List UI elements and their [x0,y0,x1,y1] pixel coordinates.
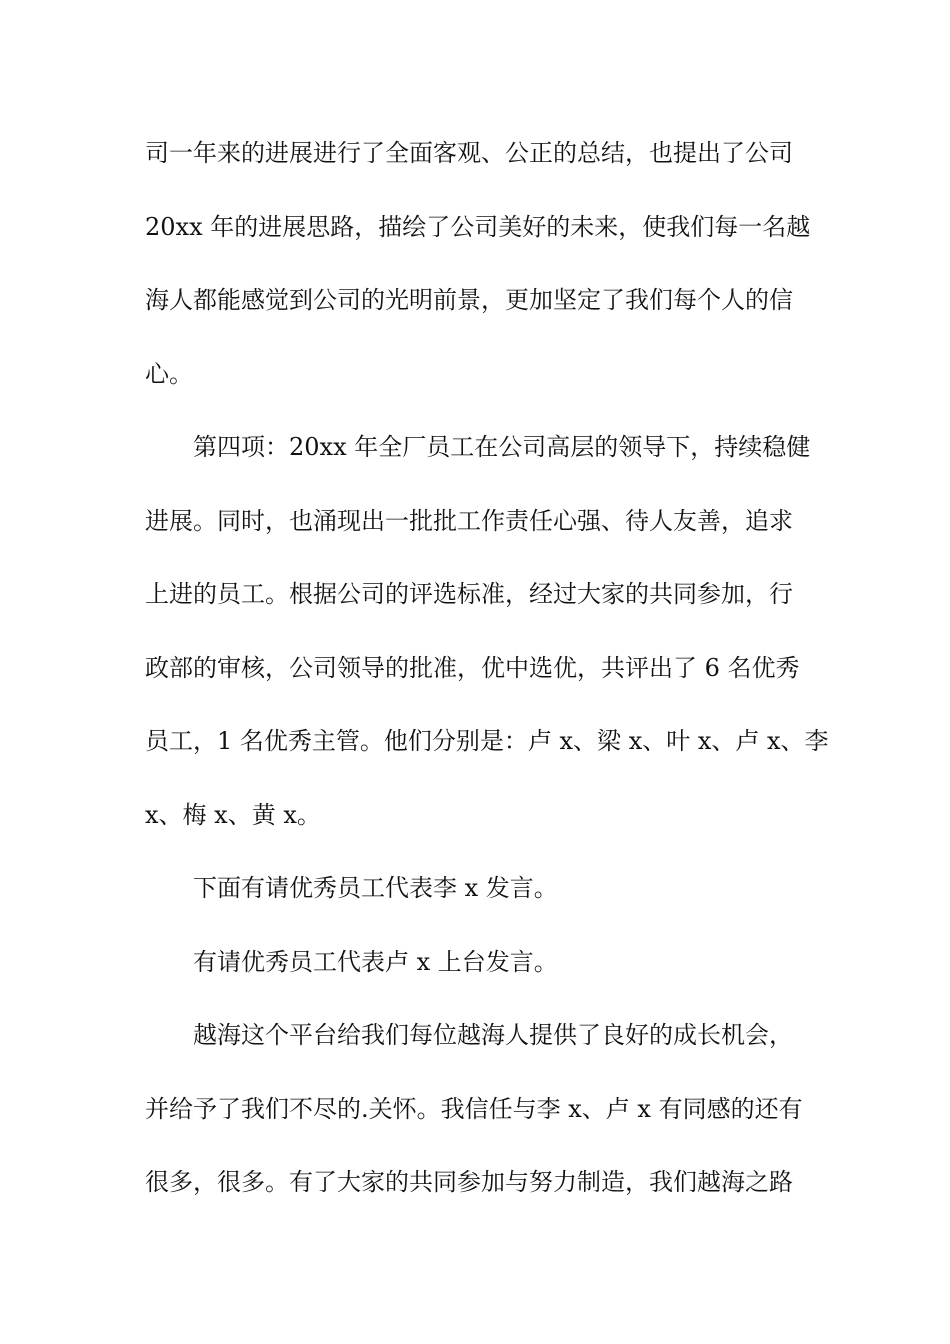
paragraph-line: 下面有请优秀员工代表李 x 发言。 [193,874,558,902]
text-line: 进展。同时，也涌现出一批批工作责任心强、待人友善，追求 [145,506,793,535]
text-line: x、梅 x、黄 x。 [145,800,321,829]
text-line: 政部的审核，公司领导的批准，优中选优，共评出了 6 名优秀 [145,653,800,682]
text-line: 20xx 年的进展思路，描绘了公司美好的未来，使我们每一名越 [145,212,811,241]
text-line: 心。 [145,359,193,388]
text-line: 员工，1 名优秀主管。他们分别是：卢 x、梁 x、叶 x、卢 x、李 [145,727,829,755]
paragraph-line: 越海这个平台给我们每位越海人提供了良好的成长机会， [193,1021,793,1049]
text-line: 很多，很多。有了大家的共同参加与努力制造，我们越海之路 [145,1168,793,1196]
paragraph-line: 有请优秀员工代表卢 x 上台发言。 [193,947,558,976]
text-line: 上进的员工。根据公司的评选标准，经过大家的共同参加，行 [145,580,793,608]
document-body [145,128,829,1231]
text-line: 司一年来的进展进行了全面客观、公正的总结，也提出了公司 [145,139,793,167]
text-line: 并给予了我们不尽的.关怀。我信任与李 x、卢 x 有同感的还有 [145,1094,803,1123]
text-line: 海人都能感觉到公司的光明前景，更加坚定了我们每个人的信 [145,286,793,314]
paragraph-line: 第四项：20xx 年全厂员工在公司高层的领导下，持续稳健 [193,433,811,461]
